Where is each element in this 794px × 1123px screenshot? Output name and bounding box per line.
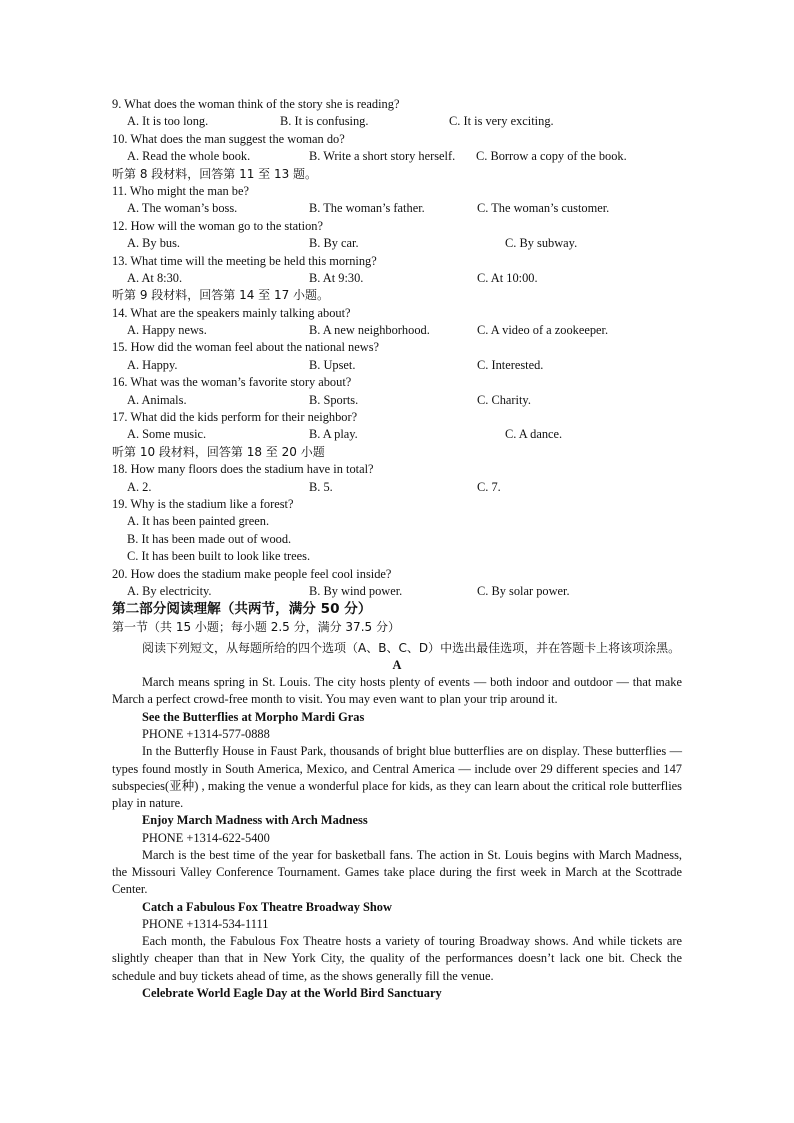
event-title-fox-theatre: Catch a Fabulous Fox Theatre Broadway Show <box>142 899 392 914</box>
option-b: B. It is confusing. <box>280 114 369 129</box>
option-c: C. At 10:00. <box>477 270 538 285</box>
option-b: B. Sports. <box>309 392 359 407</box>
option-a: A. The woman’s boss. <box>127 201 238 216</box>
question-15: 15. How did the woman feel about the national news? <box>112 340 380 355</box>
question-18: 18. How many floors does the stadium have in total? <box>112 462 374 477</box>
option-b: B. A play. <box>309 427 358 442</box>
option-b: B. At 9:30. <box>309 270 364 285</box>
options-9 <box>112 113 682 130</box>
option-b: B. A new neighborhood. <box>309 323 430 338</box>
event-body-arch-madness: March is the best time of the year for basketball fans. The action in St. Louis begins with March Madness, the Missouri Valley Conference Tournament. Games take place during the first week in March at the Scottrade Center. <box>112 847 682 897</box>
option-c: C. A dance. <box>505 427 563 442</box>
question-13: 13. What time will the meeting be held this morning? <box>112 253 377 268</box>
option-b: B. Upset. <box>309 357 356 372</box>
option-a: A. Some music. <box>127 427 207 442</box>
options-10 <box>112 148 682 165</box>
passage-intro: March means spring in St. Louis. The city hosts plenty of events — both indoor and outdoor — that make March a perfect crowd-free month to visit. You may even want to plan your trip around it. <box>112 675 682 707</box>
question-12: 12. How will the woman go to the station? <box>112 218 323 233</box>
options-13 <box>112 270 682 287</box>
question-19: 19. Why is the stadium like a forest? <box>112 496 294 511</box>
question-9: 9. What does the woman think of the story she is reading? <box>112 97 400 111</box>
options-18 <box>112 479 682 496</box>
option-a: A. Animals. <box>127 392 187 407</box>
question-14: 14. What are the speakers mainly talking about? <box>112 305 351 320</box>
options-14 <box>112 322 682 339</box>
option-c: C. A video of a zookeeper. <box>477 323 609 338</box>
question-11: 11. Who might the man be? <box>112 183 249 198</box>
option-b: B. By wind power. <box>309 583 403 598</box>
option-a: A. It is too long. <box>127 114 209 129</box>
option-c: C. It has been built to look like trees. <box>127 549 311 564</box>
event-body-fox-theatre: Each month, the Fabulous Fox Theatre hosts a variety of touring Broadway shows. And while tickets are slightly cheaper than that in New York City, the quality of the performances doesn’t lack one bit. Check the schedule and buy tickets ahead of time, as the shows generally fill the venue. <box>112 934 682 983</box>
option-c: C. The woman’s customer. <box>477 201 610 216</box>
question-20: 20. How does the stadium make people feel cool inside? <box>112 566 392 581</box>
event-phone-arch-madness: PHONE +1314-622-5400 <box>142 830 270 845</box>
option-a: A. Read the whole book. <box>127 149 251 164</box>
reading-instruction: 阅读下列短文，从每题所给的四个选项（A、B、C、D）中选出最佳选项，并在答题卡上将该项涂黑。 <box>142 640 681 655</box>
option-b: B. 5. <box>309 479 333 494</box>
part-title: 第二部分阅读理解（共两节，满分 50 分） <box>112 601 372 618</box>
event-body-butterflies: In the Butterfly House in Faust Park, thousands of bright blue butterflies are on display. These butterflies — types found mostly in South America, Mexico, and Central America — include over 29 different species and 147 subspecies(亚种) , making the venue a wonderful place for kids, as they can learn about the critical role butterflies play in nature. <box>112 744 682 810</box>
option-c: C. Borrow a copy of the book. <box>476 149 627 164</box>
section-instruction-10: 听第 10 段材料，回答第 18 至 20 小题 <box>112 444 325 459</box>
passage-label: A <box>392 657 402 672</box>
section-title: 第一节（共 15 小题；每小题 2.5 分，满分 37.5 分） <box>112 620 400 635</box>
option-c: C. By subway. <box>505 236 578 251</box>
option-c: C. 7. <box>477 479 501 494</box>
event-title-butterflies: See the Butterflies at Morpho Mardi Gras <box>142 709 365 724</box>
event-phone-butterflies: PHONE +1314-577-0888 <box>142 726 270 741</box>
options-16 <box>112 392 682 409</box>
question-17: 17. What did the kids perform for their neighbor? <box>112 410 358 425</box>
exam-page <box>112 96 682 1002</box>
option-a: A. Happy news. <box>127 323 207 338</box>
option-c: C. Charity. <box>477 392 531 407</box>
options-15 <box>112 357 682 374</box>
options-11 <box>112 200 682 217</box>
section-instruction-9: 听第 9 段材料，回答第 14 至 17 小题。 <box>112 288 330 303</box>
section-instruction-8: 听第 8 段材料，回答第 11 至 13 题。 <box>112 166 318 181</box>
event-title-arch-madness: Enjoy March Madness with Arch Madness <box>142 813 368 828</box>
option-c: C. Interested. <box>477 357 544 372</box>
event-phone-fox-theatre: PHONE +1314-534-1111 <box>142 916 269 931</box>
option-c: C. It is very exciting. <box>449 114 554 129</box>
options-12 <box>112 235 682 252</box>
question-10: 10. What does the man suggest the woman do? <box>112 131 345 146</box>
option-b: B. It has been made out of wood. <box>127 531 292 546</box>
options-20 <box>112 583 682 600</box>
option-a: A. At 8:30. <box>127 270 183 285</box>
option-b: B. The woman’s father. <box>309 201 425 216</box>
option-b: B. Write a short story herself. <box>309 149 456 164</box>
option-a: A. 2. <box>127 479 152 494</box>
option-a: A. Happy. <box>127 357 178 372</box>
event-title-eagle-day: Celebrate World Eagle Day at the World Bird Sanctuary <box>142 985 442 1000</box>
option-c: C. By solar power. <box>477 583 570 598</box>
option-a: A. By electricity. <box>127 583 212 598</box>
question-16: 16. What was the woman’s favorite story about? <box>112 375 352 390</box>
option-a: A. By bus. <box>127 236 181 251</box>
option-a: A. It has been painted green. <box>127 514 270 529</box>
options-17 <box>112 426 682 443</box>
option-b: B. By car. <box>309 236 359 251</box>
